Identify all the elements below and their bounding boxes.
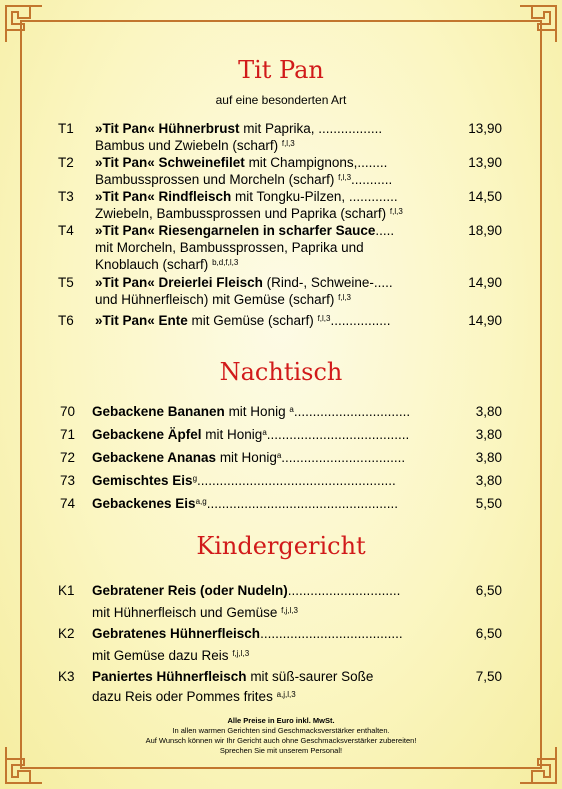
item-text: dazu Reis oder Pommes frites — [92, 689, 273, 704]
allergen-codes: g — [192, 474, 198, 483]
section-title-nachtisch: Nachtisch — [219, 358, 343, 386]
allergen-codes: f,j,l,3 — [232, 649, 250, 658]
allergen-codes: f,j,l,3 — [281, 606, 299, 615]
item-text: mit Honig — [224, 404, 286, 419]
item-name: Gebratener Reis (oder Nudeln) — [92, 583, 288, 598]
allergen-codes: a,g — [195, 497, 207, 506]
allergen-codes: a,j,l,3 — [276, 690, 296, 699]
allergen-codes: f,l,3 — [338, 293, 352, 302]
allergen-codes: f,l,3 — [389, 207, 403, 216]
item-text: mit Paprika, ................. — [239, 121, 383, 136]
item-name: Gebackene Ananas — [92, 450, 217, 465]
item-code: K3 — [58, 669, 75, 684]
item-text: mit süß-saurer Soße — [246, 669, 374, 684]
item-code: 71 — [60, 427, 76, 442]
section-title-kindergericht: Kindergericht — [196, 532, 366, 560]
item-text: mit Morcheln, Bambussprossen, Paprika und — [95, 240, 364, 255]
item-code: K2 — [58, 626, 75, 641]
item-price: 14,50 — [468, 189, 502, 204]
corner-ornament-icon — [518, 4, 558, 44]
item-code: 74 — [60, 496, 76, 511]
item-price: 18,90 — [468, 223, 502, 238]
item-code: T2 — [58, 155, 74, 170]
item-name: Gebackene Äpfel — [92, 427, 202, 442]
item-text: mit Champignons,........ — [244, 155, 388, 170]
item-dots: ............................... — [293, 404, 411, 419]
item-dots: ................................................... — [206, 496, 398, 511]
item-text: Bambussprossen und Morcheln (scharf) — [95, 172, 335, 187]
footer-line: Alle Preise in Euro inkl. MwSt. — [227, 716, 335, 725]
allergen-codes: f,l,3 — [317, 314, 331, 323]
item-price: 14,90 — [468, 313, 502, 328]
item-text: Zwiebeln, Bambussprossen und Paprika (scharf) — [95, 206, 387, 221]
item-dots: .............................. — [287, 583, 401, 598]
item-name: Gemischtes Eis — [92, 473, 193, 488]
item-name: Paniertes Hühnerfleisch — [92, 669, 247, 684]
allergen-codes: a — [289, 405, 294, 414]
footer-notes — [0, 716, 562, 756]
item-dots: ................................. — [281, 450, 406, 465]
item-text: mit Tongku-Pilzen, ............. — [231, 189, 398, 204]
item-price: 7,50 — [475, 669, 502, 684]
item-dots: ...................................... — [260, 626, 403, 641]
section-title-titpan: Tit Pan — [238, 56, 324, 84]
item-text: und Hühnerfleisch) mit Gemüse (scharf) — [95, 292, 335, 307]
allergen-codes: b,d,f,l,3 — [212, 258, 239, 267]
footer-line: Sprechen Sie mit unserem Personal! — [219, 746, 343, 755]
item-dots: ...................................... — [266, 427, 410, 442]
item-name: »Tit Pan« Hühnerbrust — [95, 121, 240, 136]
item-text: mit Gemüse (scharf) — [187, 313, 314, 328]
item-code: T4 — [58, 223, 74, 238]
item-name: »Tit Pan« Schweinefilet — [95, 155, 245, 170]
item-text: ..... — [375, 223, 395, 238]
item-name: »Tit Pan« Ente — [95, 313, 188, 328]
item-price: 6,50 — [475, 626, 502, 641]
item-text: mit Hühnerfleisch und Gemüse — [92, 605, 278, 620]
item-text: mit Honig — [201, 427, 263, 442]
item-price: 3,80 — [475, 404, 502, 419]
allergen-codes: f,l,3 — [338, 173, 352, 182]
section-subtitle: auf eine besonderten Art — [215, 93, 347, 107]
allergen-codes: f,l,3 — [281, 139, 295, 148]
item-dots: ........... — [351, 172, 393, 187]
item-text: mit Honig — [216, 450, 277, 465]
footer-line: Auf Wunsch können wir Ihr Gericht auch ohne Geschmacksverstärker zubereiten! — [145, 736, 417, 745]
item-price: 3,80 — [475, 427, 502, 442]
item-price: 14,90 — [468, 275, 502, 290]
item-code: T1 — [58, 121, 74, 136]
item-text: (Rind-, Schweine-..... — [262, 275, 393, 290]
item-price: 3,80 — [475, 450, 502, 465]
item-dots: ..................................................... — [197, 473, 396, 488]
item-dots: ................ — [330, 313, 391, 328]
item-text: Knoblauch (scharf) — [95, 257, 209, 272]
item-code: K1 — [58, 583, 75, 598]
item-code: T5 — [58, 275, 74, 290]
item-code: T3 — [58, 189, 74, 204]
allergen-codes: a — [262, 428, 267, 437]
item-name: Gebratenes Hühnerfleisch — [92, 626, 261, 641]
item-price: 13,90 — [468, 155, 502, 170]
item-name: »Tit Pan« Riesengarnelen in scharfer Sauce — [95, 223, 376, 238]
item-code: 73 — [60, 473, 76, 488]
item-name: »Tit Pan« Dreierlei Fleisch — [95, 275, 263, 290]
item-text: mit Gemüse dazu Reis — [92, 648, 229, 663]
footer-line: In allen warmen Gerichten sind Geschmacksverstärker enthalten. — [172, 726, 390, 735]
allergen-codes: a — [276, 451, 282, 460]
item-code: 70 — [60, 404, 76, 419]
item-price: 13,90 — [468, 121, 502, 136]
item-text: Bambus und Zwiebeln (scharf) — [95, 138, 279, 153]
item-price: 3,80 — [475, 473, 502, 488]
item-code: T6 — [58, 313, 74, 328]
item-price: 5,50 — [475, 496, 502, 511]
item-name: »Tit Pan« Rindfleisch — [95, 189, 232, 204]
item-name: Gebackene Bananen — [92, 404, 225, 419]
item-price: 6,50 — [475, 583, 502, 598]
item-name: Gebackenes Eis — [92, 496, 196, 511]
corner-ornament-icon — [4, 4, 44, 44]
item-code: 72 — [60, 450, 76, 465]
